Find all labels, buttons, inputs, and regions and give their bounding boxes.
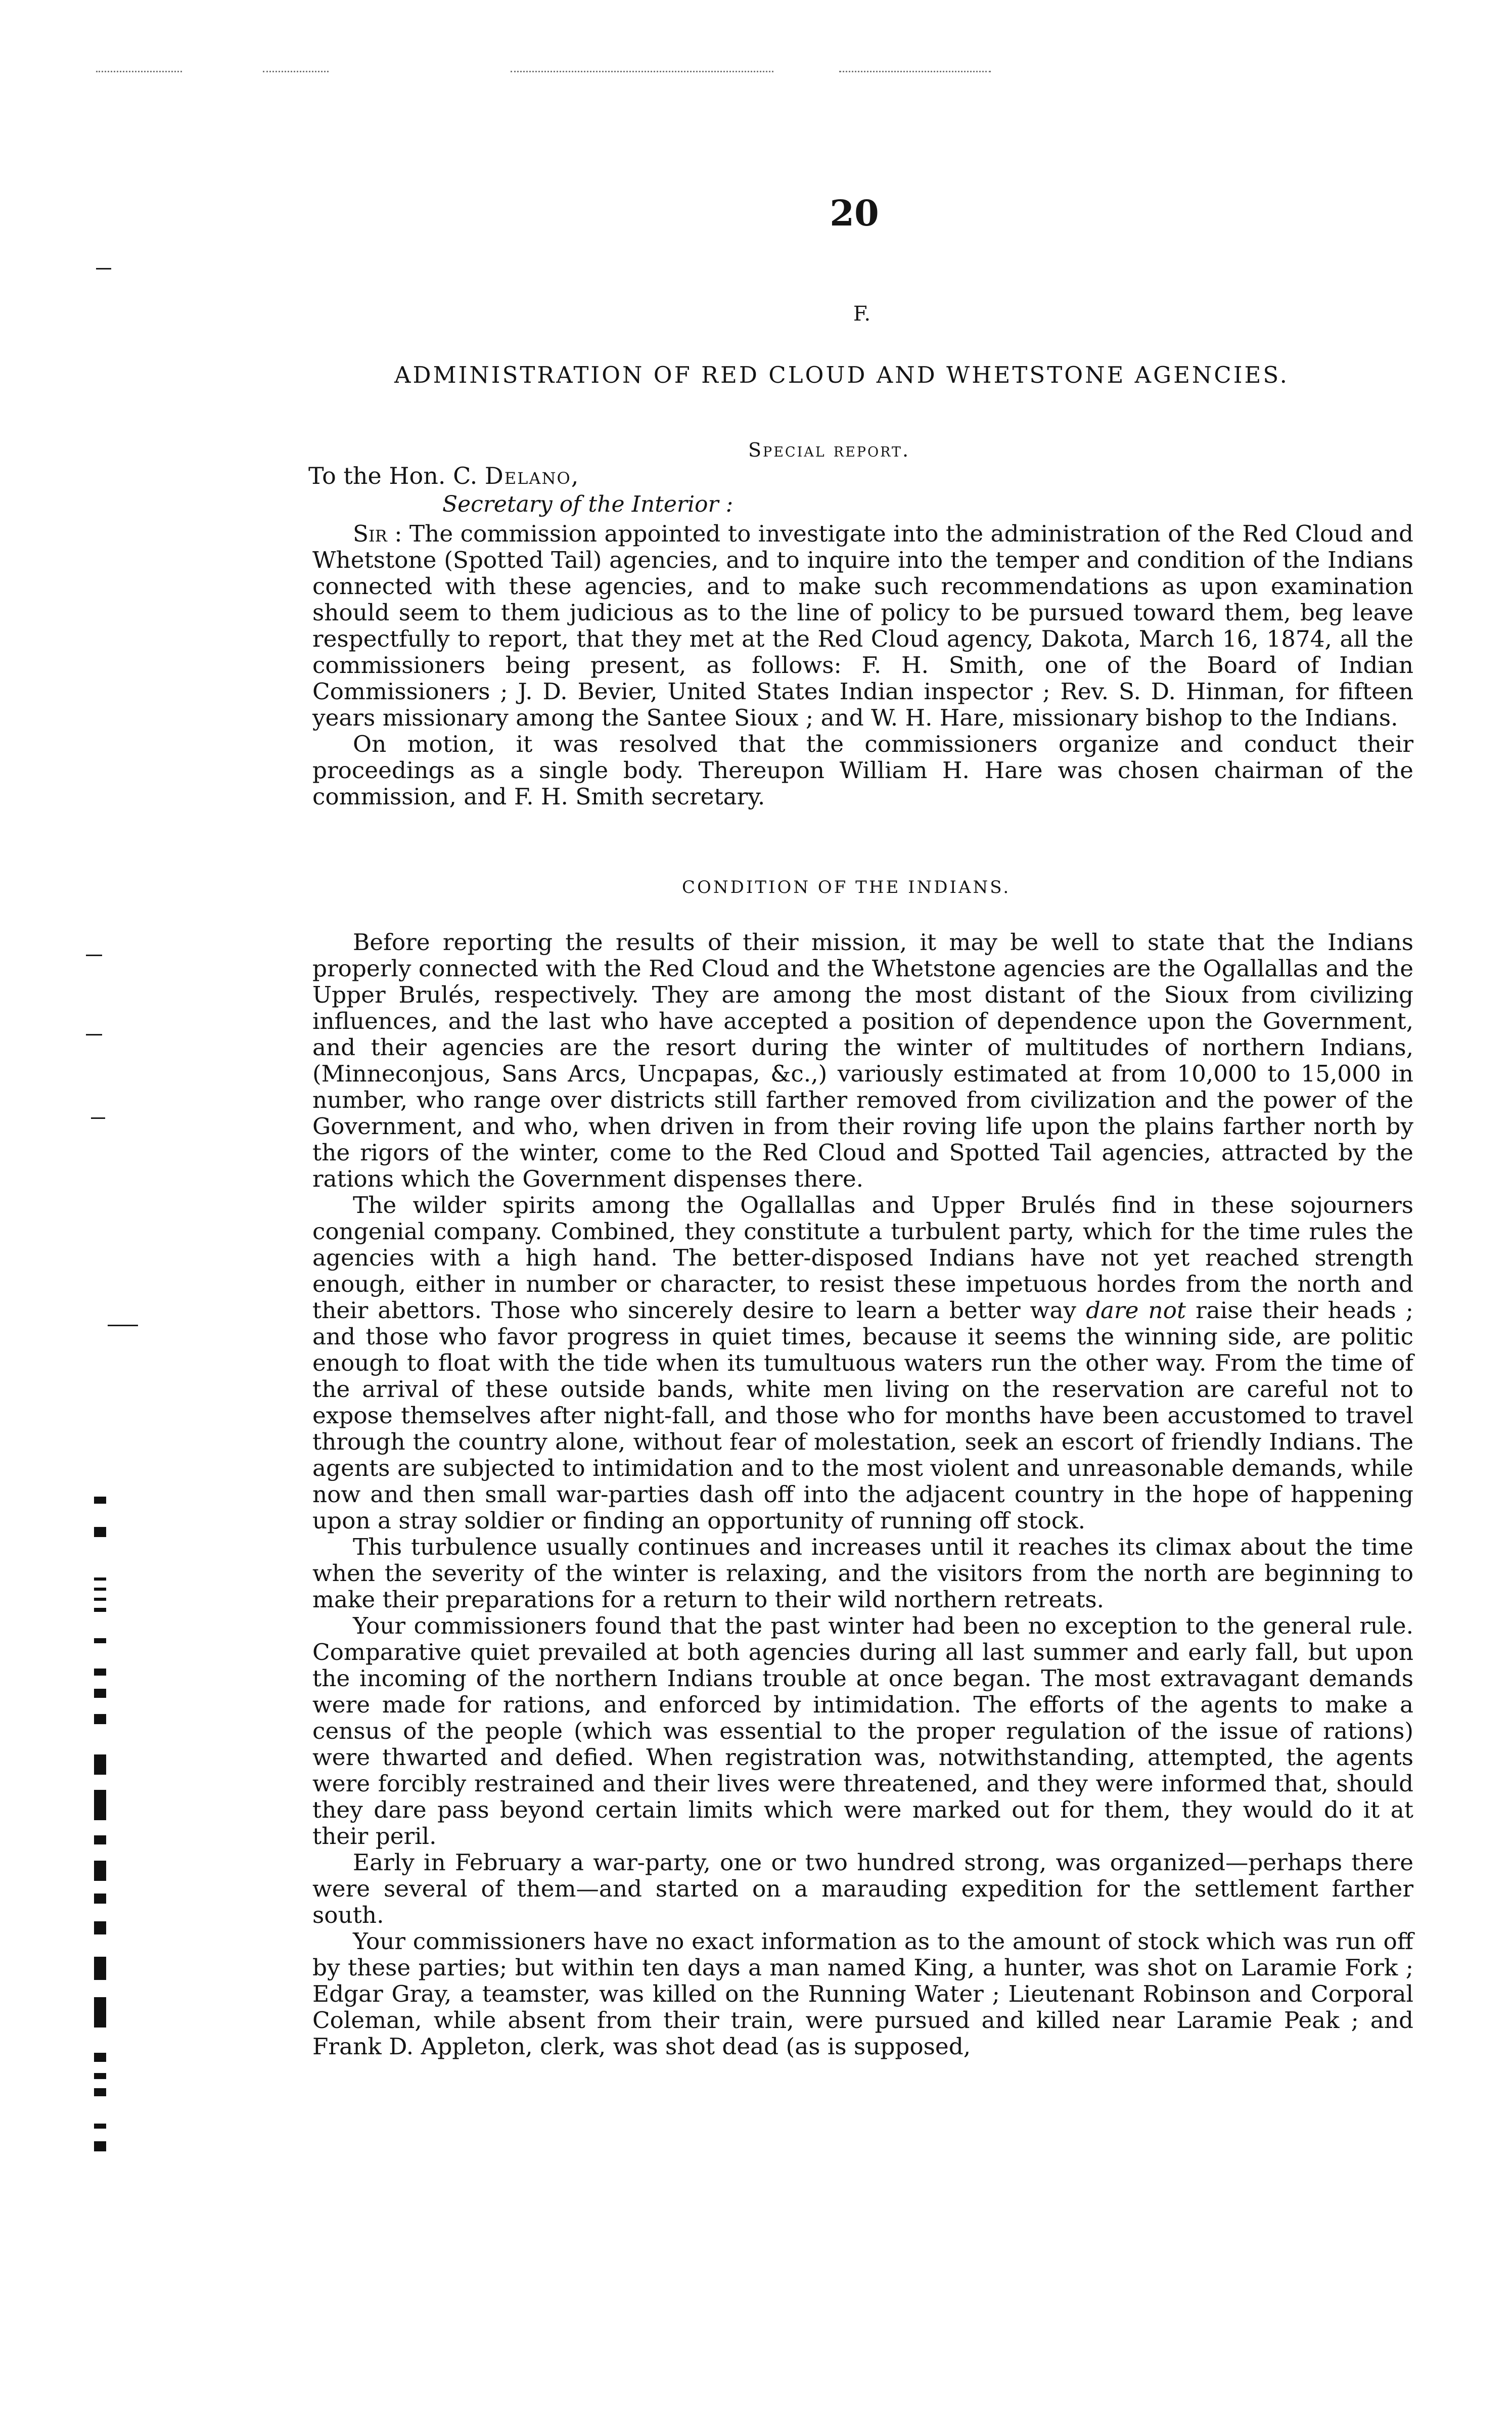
margin-bar [94,1861,106,1881]
page-number: 20 [830,192,879,234]
margin-bar [94,1714,106,1724]
addressee-line [308,463,579,489]
margin-bar [94,1578,106,1581]
margin-bar [94,1921,106,1934]
margin-bar [94,2141,106,2151]
salutation: Sir [353,520,387,547]
appendix-letter: F. [853,302,871,326]
margin-tick [86,1034,102,1035]
paragraph [312,1534,1413,1613]
margin-bar [94,1588,106,1591]
paragraph [312,1613,1413,1850]
condition-text [312,929,1413,2060]
paragraph-text: Before reporting the results of their mission, it may be well to state that the Indians properly connected with the Red Cloud and the Whetstone agencies are the Ogallallas and the Upper Brulés, respectively. They are among the most distant of the Sioux from civilizing influences, and the last who have accepted a position of dependence upon the Government, and their agencies are the resort during the winter of multitudes of northern Indians, (Minneconjous, Sans Arcs, Uncpapas, &c.,) variously estimated at from 10,000 to 15,000 in number, who range over districts still farther removed from civilization and the power of the Government, and who, when driven in from their roving life upon the plains farther north by the rigors of the winter, come to the Red Cloud and Spotted Tail agencies, attracted by the rations which the Government dispenses there. [312,929,1413,1192]
italic-phrase: dare not [1086,1297,1186,1324]
margin-tick [86,955,102,956]
paragraph-text: The wilder spirits among the Ogallallas and Upper Brulés find in these sojourners congenial company. Combined, they constitute a turbulent party, which for the time rules the agencies with a high hand. The better-disposed Indians have not yet reached strength enough, either in number or character, to resist these impetuous hordes from the north and their abettors. Those who sincerely desire to learn a better way [312,1192,1413,1324]
margin-tick [96,268,111,269]
margin-bar [94,1669,106,1676]
margin-bar [94,1894,106,1904]
margin-tick [91,1117,105,1119]
addressee-name: Delano, [484,462,580,489]
margin-bar [94,1754,106,1775]
paragraph-text: On motion, it was resolved that the commissioners organize and conduct their proceedings as a single body. Thereupon William H. Hare was chosen chairman of the commission, and F. H. Smith secretary. [312,731,1413,810]
report-label: Special report. [748,439,910,461]
scan-speck [96,71,182,72]
paragraph [312,521,1413,731]
addressee-role: Secretary of the Interior : [442,491,734,517]
paragraph-text: Your commissioners have no exact information as to the amount of stock which was run off by these parties; but within ten days a man named King, a hunter, was shot on Laramie Fork ; Edgar Gray, a teamster, was killed on the Running Water ; Lieutenant Robinson and Corporal Coleman, while absent from their train, were pursued and killed near Laramie Peak ; and Frank D. Appleton, clerk, was shot dead (as is supposed, [312,1928,1413,2060]
margin-bar [94,1997,106,2028]
paragraph-text: raise their heads ; and those who favor progress in quiet times, because it seems the winning side, are politic enough to float with the tide when its tumultuous waters run the other way. From the time of the arrival of these outside bands, white men living on the reservation are careful not to expose themselves after night-fall, and those who for months have been accustomed to travel through the country alone, without fear of molestation, seek an escort of friendly Indians. The agents are subjected to intimidation and to the most violent and unreasonable demands, while now and then small war-parties dash off into the adjacent country in the hope of happening upon a stray soldier or finding an opportunity of running off stock. [312,1297,1413,1534]
scan-speck [263,71,329,72]
paragraph [312,1192,1413,1534]
addressee-prefix: To the Hon. C. [308,462,485,489]
paragraph [312,929,1413,1192]
margin-bar [94,1497,106,1504]
margin-bar [94,1638,106,1643]
paragraph [312,1850,1413,1928]
margin-bar [94,2088,106,2096]
margin-bar [94,1689,106,1698]
margin-tick [108,1325,138,1326]
scan-speck [839,71,991,72]
margin-bar [94,2124,106,2129]
paragraph [312,731,1413,810]
margin-bar [94,1527,106,1537]
paragraph [312,1928,1413,2060]
paragraph-text: Early in February a war-party, one or two hundred strong, was organized—perhaps there were several of them—and started on a marauding expedition for the settlement farther south. [312,1849,1413,1928]
margin-bar [94,2073,106,2079]
margin-bar [94,1790,106,1820]
section-heading: CONDITION OF THE INDIANS. [682,877,1011,897]
document-title: ADMINISTRATION OF RED CLOUD AND WHETSTONE AGENCIES. [394,362,1289,388]
paragraph-text: This turbulence usually continues and increases until it reaches its climax about the time when the severity of the winter is relaxing, and the visitors from the north are beginning to make their preparations for a return to their wild northern retreats. [312,1534,1413,1613]
intro-text [312,521,1413,810]
margin-bar [94,1608,106,1612]
paragraph-text: Your commissioners found that the past winter had been no exception to the general rule. Comparative quiet prevailed at both agencies during all last summer and early fall, but upon the incoming of the northern Indians trouble at once began. The most extravagant demands were made for rations, and enforced by intimidation. The efforts of the agents to make a census of the people (which was essential to the proper regulation of the issue of rations) were thwarted and defied. When registration was, notwithstanding, attempted, the agents were forcibly restrained and their lives were threatened, and they were informed that, should they dare pass beyond certain limits which were marked out for them, they would do it at their peril. [312,1612,1413,1850]
margin-bar [94,1957,106,1980]
scan-speck [511,71,773,72]
paragraph-text: : The commission appointed to investigate into the administration of the Red Cloud and Whetstone (Spotted Tail) agencies, and to inquire into the temper and condition of the Indians connected with these agencies, and to make such recommendations as upon examination should seem to them judicious as to the line of policy to be pursued toward them, beg leave respectfully to report, that they met at the Red Cloud agency, Dakota, March 16, 1874, all the commissioners being present, as follows: F. H. Smith, one of the Board of Indian Commissioners ; J. D. Bevier, United States Indian inspector ; Rev. S. D. Hinman, for fifteen years missionary among the Santee Sioux ; and W. H. Hare, missionary bishop to the Indians. [312,520,1413,731]
margin-bar [94,2053,106,2062]
margin-bar [94,1835,106,1844]
margin-bar [94,1598,106,1601]
